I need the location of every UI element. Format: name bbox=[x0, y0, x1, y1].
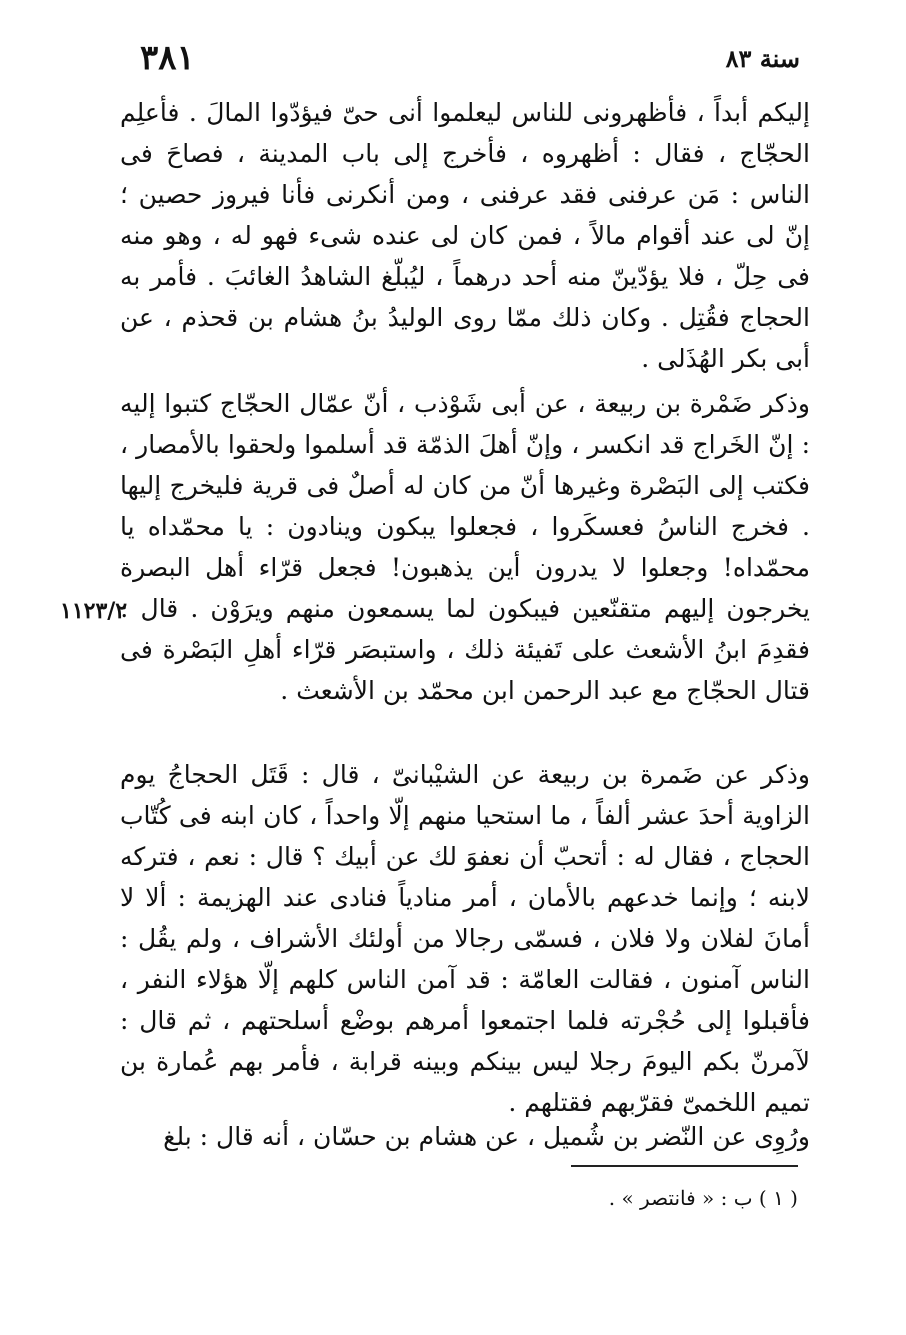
paragraph-2 bbox=[120, 383, 810, 711]
paragraph-text: وذكر ضَمْرة بن ربيعة ، عن أبى شَوْذب ، أنّ عمّال الحجّاج كتبوا إليه : إنّ الخَراج قد انكسر ، وإنّ أهلَ الذمّة قد أسلموا ولحقوا بالأمصار ، فكتب إلى البَصْرة وغيرها أنّ من كان له أصلٌ فى قرية فليخرج إليها . فخرج الناسُ فعسكَروا ، فجعلوا يبكون وينادون : يا محمّداه يا محمّداه! وجعلوا لا يدرون أين يذهبون! فجعل قرّاء أهل البصرة يخرجون إليهم متقنّعين فيبكون لما يسمعون منهم ويرَوْن . قال : فقدِمَ ابنُ الأشعث على تَفيئة ذلك ، واستبصَر قرّاء أهلِ البَصْرة فى قتال الحجّاج مع عبد الرحمن ابن محمّد بن الأشعث . bbox=[120, 389, 810, 705]
footnote: ( ١ ) ب : « فانتصر » . bbox=[608, 1186, 798, 1210]
paragraph-text: ورُوِى عن النّضر بن شُميل ، عن هشام بن حسّان ، أنه قال : بلغ bbox=[163, 1122, 810, 1151]
footnote-divider bbox=[571, 1165, 798, 1167]
paragraph-text: وذكر عن ضَمرة بن ربيعة عن الشيْبانىّ ، قال : قَتَل الحجاجُ يوم الزاوية أحدَ عشر ألفاً ، ما استحيا منهم إلّا واحداً ، كان ابنه فى كُتّاب الحجاج ، فقال له : أتحبّ أن نعفوَ لك عن أبيك ؟ قال : نعم ، فتركه لابنه ؛ وإنما خدعهم بالأمان ، أمر منادياً فنادى عند الهزيمة : ألا لا أمانَ لفلان ولا فلان ، فسمّى رجالا من أولئك الأشراف ، ولم يقُل : الناس آمنون ، فقالت العامّة : قد آمن الناس كلهم إلّا هؤلاء النفر ، فأقبلوا إلى حُجْرته فلما اجتمعوا أمرهم بوضْع أسلحتهم ، ثم قال : لآمرنّ بكم اليومَ رجلا ليس بينكم وبينه قرابة ، فأمر بهم عُمارة بن تميم اللخمىّ فقرّبهم فقتلهم . bbox=[120, 760, 810, 1117]
year-label: سنة ٨٣ bbox=[725, 44, 800, 73]
margin-reference: ١١٢٣/٢ bbox=[60, 598, 128, 624]
paragraph-4 bbox=[120, 1116, 810, 1157]
paragraph-3 bbox=[120, 754, 810, 1123]
page-header bbox=[120, 38, 800, 88]
paragraph-text: إليكم أبداً ، فأظهرونى للناس ليعلموا أنى حىّ فيؤدّوا المالَ . فأعلِم الحجّاج ، فقال : أظهروه ، فأخرج إلى باب المدينة ، فصاحَ فى الناس : مَن عرفنى فقد عرفنى ، ومن أنكرنى فأنا فيروز حصين ؛ إنّ لى عند أقوام مالاً ، فمن كان لى عنده شىء فهو له ، وهو منه فى حِلّ ، فلا يؤدّينّ منه أحد درهماً ، ليُبلّغ الشاهدُ الغائبَ . فأمر به الحجاج فقُتِل . وكان ذلك ممّا روى الوليدُ بنُ هشام بن قحذم ، عن أبى بكر الهُذَلى . bbox=[120, 98, 810, 373]
paragraph-1 bbox=[120, 92, 810, 379]
page-number: ٣٨١ bbox=[140, 38, 195, 78]
